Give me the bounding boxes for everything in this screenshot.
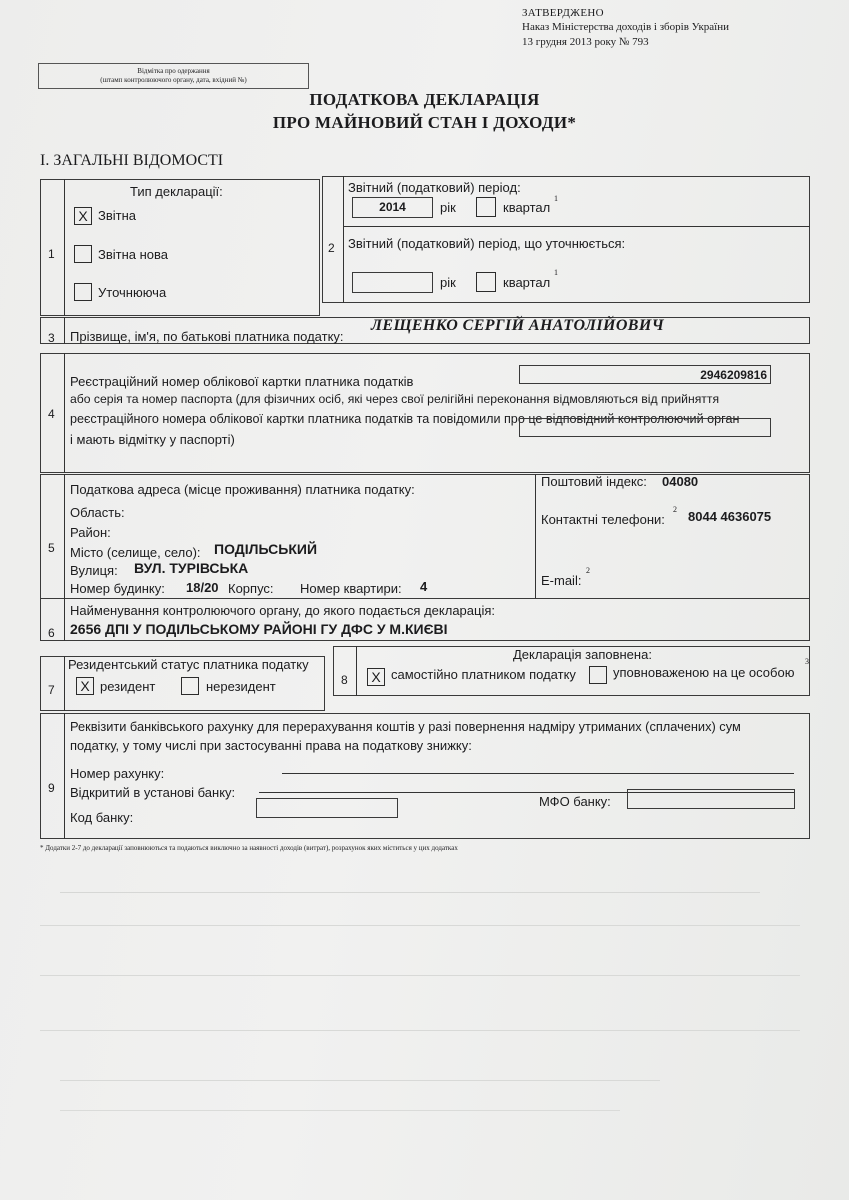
taxpayer-name-label: Прізвище, ім'я, по батькові платника податку: <box>70 329 344 344</box>
document-subtitle: ПРО МАЙНОВИЙ СТАН І ДОХОДИ* <box>272 113 577 132</box>
bank-code-label: Код банку: <box>70 810 134 825</box>
nonresident-label: нерезидент <box>206 679 276 694</box>
approval-order: Наказ Міністерства доходів і зборів України <box>522 21 730 33</box>
account-number-line[interactable] <box>282 773 794 774</box>
option-reporting-new-label: Звітна нова <box>98 247 169 262</box>
tax-authority-label: Найменування контролюючого органу, до якого подається декларація: <box>70 603 495 618</box>
checkbox-nonresident[interactable] <box>181 677 199 695</box>
option-clarifying-label: Уточнююча <box>98 285 167 300</box>
receipt-stamp-label: Відмітка про одержання <box>137 67 210 75</box>
bank-code-field[interactable] <box>256 798 398 818</box>
approval-title: ЗАТВЕРДЖЕНО <box>522 7 604 19</box>
email-label: E-mail: <box>541 573 582 588</box>
street-label: Вулиця: <box>70 563 118 578</box>
checkbox-self-filled[interactable]: X <box>367 668 385 686</box>
street-value: ВУЛ. ТУРІВСЬКА <box>134 560 249 576</box>
declaration-type-header: Тип декларації: <box>130 184 223 199</box>
phone-value: 8044 4636075 <box>688 509 772 524</box>
address-label: Податкова адреса (місце проживання) платника податку: <box>70 482 415 497</box>
residency-label: Резидентський статус платника податку <box>68 657 309 672</box>
tax-authority-value: 2656 ДПІ У ПОДІЛЬСЬКОМУ РАЙОНІ ГУ ДФС У М.КИЄВІ <box>70 621 448 637</box>
passport-number-field[interactable] <box>519 418 771 437</box>
taxpayer-name-value: ЛЕЩЕНКО СЕРГІЙ АНАТОЛІЙОВИЧ <box>371 317 665 334</box>
bank-details-label-1: Реквізити банківського рахунку для перерахування коштів у разі повернення надміру утриманих (сплачених) сум <box>70 719 741 734</box>
checkbox-reporting[interactable]: X <box>74 207 92 225</box>
receipt-stamp-hint: (штамп контролюючого органу, дата, вхідний №) <box>100 76 247 84</box>
field-1-number: 1 <box>48 247 55 261</box>
reporting-period-label: Звітний (податковий) період: <box>348 180 521 195</box>
field-4-number: 4 <box>48 407 55 421</box>
region-label: Область: <box>70 505 125 520</box>
district-label: Район: <box>70 525 111 540</box>
field-2-number: 2 <box>328 241 335 255</box>
year-word: рік <box>440 200 456 215</box>
apartment-label: Номер квартири: <box>300 581 402 596</box>
clarified-year-field[interactable] <box>352 272 433 293</box>
city-label: Місто (селище, село): <box>70 545 201 560</box>
quarter-word: квартал <box>503 200 551 215</box>
clarified-period-label: Звітний (податковий) період, що уточнюється: <box>348 236 626 251</box>
house-value: 18/20 <box>186 580 219 595</box>
resident-label: резидент <box>100 679 156 694</box>
checkbox-clarifying[interactable] <box>74 283 92 301</box>
city-value: ПОДІЛЬСЬКИЙ <box>214 541 318 557</box>
clarified-quarter-word: квартал <box>503 275 551 290</box>
reporting-year-value: 2014 <box>379 200 406 214</box>
document-title: ПОДАТКОВА ДЕКЛАРАЦІЯ <box>309 90 540 109</box>
field-6-number: 6 <box>48 626 55 640</box>
tax-number-label-4: і мають відмітку у паспорті) <box>70 432 235 447</box>
clarified-year-word: рік <box>440 275 456 290</box>
declaration-page: ЗАТВЕРДЖЕНО Наказ Міністерства доходів і зборів України 13 грудня 2013 року № 793 Відмітка про одержання (штамп контролюючого органу, дата, вхідний №) ПОДАТКОВА ДЕКЛАРАЦІЯ ПРО МАЙНОВИЙ СТАН І ДОХОДИ* І. ЗАГАЛЬНІ ВІДОМОСТІ 1 Тип декларації: X Звітна Звітна нова Уточнююча 2 Звітний (податковий) період: 2014 рік квартал 1 Звітний (податковий) період, що уточнюється: рік квартал 1 3 Прізвище, ім'я, по батькові платника податку: ЛЕЩЕНКО СЕРГІЙ АНАТОЛІЙОВИЧ 4 Реєстраційний номер облікової картки платника податків або серія та номер паспорта (для фізичних осіб, які через свої релігійні переконання відмовляються від прийняття реєстраційного номера облікової картки платника податків та повідомили про це відповідний контролюючий орган і мають відмітку у паспорті) 2946209816 5 Податкова адреса (місце проживання) платника податку: Область: Район: Місто (селище, село): ПОДІЛЬСЬКИЙ Вулиця: ВУЛ. ТУРІВСЬКА Номер будинку: 18/20 Корпус: Номер квартири: 4 Поштовий індекс: 04080 Контактні телефони: 2 8044 4636075 E-mail: 2 6 Найменування контролюючого органу, до якого подається декларація: 2656 ДПІ У ПОДІЛЬСЬКОМУ РАЙОНІ ГУ ДФС У М.КИЄВІ 7 Резидентський статус платника податку X резидент нерезидент 8 Декларація заповнена: X самостійно платником податку уповноваженою на це особою 3 9 Реквізити банківського рахунку для перерахування коштів у разі повернення надміру утриманих (сплачених) сум податку, у тому числі при застосуванні права на податкову знижку: Номер рахунку: Відкритий в установі банку: Код банку: МФО банку: * Додатки 2-7 до декларації заповнюються та подаються виключно за наявності доходів (витрат), розрахунок яких міститься у цих додатках <box>0 0 849 1200</box>
reporting-quarter-field[interactable] <box>476 197 496 217</box>
footnote: * Додатки 2-7 до декларації заповнюються та подаються виключно за наявності доходів (витрат), розрахунок яких міститься у цих додатках <box>40 844 458 852</box>
tax-number-label-3: реєстраційного номера облікової картки платника податків та повідомили про це відповідний контролюючий орган <box>70 412 740 426</box>
filled-by-label: Декларація заповнена: <box>513 647 652 662</box>
checkbox-reporting-new[interactable] <box>74 245 92 263</box>
apartment-value: 4 <box>420 579 428 594</box>
field-5-number: 5 <box>48 541 55 555</box>
checkbox-resident[interactable]: X <box>76 677 94 695</box>
postal-code-value: 04080 <box>662 474 699 489</box>
self-filled-label: самостійно платником податку <box>391 667 576 682</box>
field-8-number: 8 <box>341 673 348 687</box>
postal-code-label: Поштовий індекс: <box>541 474 647 489</box>
field-3-number: 3 <box>48 331 55 345</box>
house-label: Номер будинку: <box>70 581 165 596</box>
approval-date: 13 грудня 2013 року № 793 <box>522 36 649 48</box>
tax-number-label-2: або серія та номер паспорта (для фізичних осіб, які через свої релігійні переконання відмовляються від прийняття <box>70 392 720 406</box>
building-label: Корпус: <box>228 581 274 596</box>
checkbox-authorized-person[interactable] <box>589 666 607 684</box>
phone-label: Контактні телефони: <box>541 512 665 527</box>
account-number-label: Номер рахунку: <box>70 766 165 781</box>
mfo-label: МФО банку: <box>539 794 611 809</box>
bank-details-label-2: податку, у тому числі при застосуванні права на податкову знижку: <box>70 738 472 753</box>
authorized-person-label: уповноваженою на це особою <box>613 665 795 680</box>
tax-number-value: 2946209816 <box>700 368 767 382</box>
field-7-number: 7 <box>48 683 55 697</box>
option-reporting-label: Звітна <box>98 208 137 223</box>
mfo-field[interactable] <box>627 789 795 809</box>
section-heading: І. ЗАГАЛЬНІ ВІДОМОСТІ <box>40 152 224 169</box>
tax-number-label-1: Реєстраційний номер облікової картки платника податків <box>70 374 414 389</box>
field-9-number: 9 <box>48 781 55 795</box>
bank-name-label: Відкритий в установі банку: <box>70 785 236 800</box>
clarified-quarter-field[interactable] <box>476 272 496 292</box>
